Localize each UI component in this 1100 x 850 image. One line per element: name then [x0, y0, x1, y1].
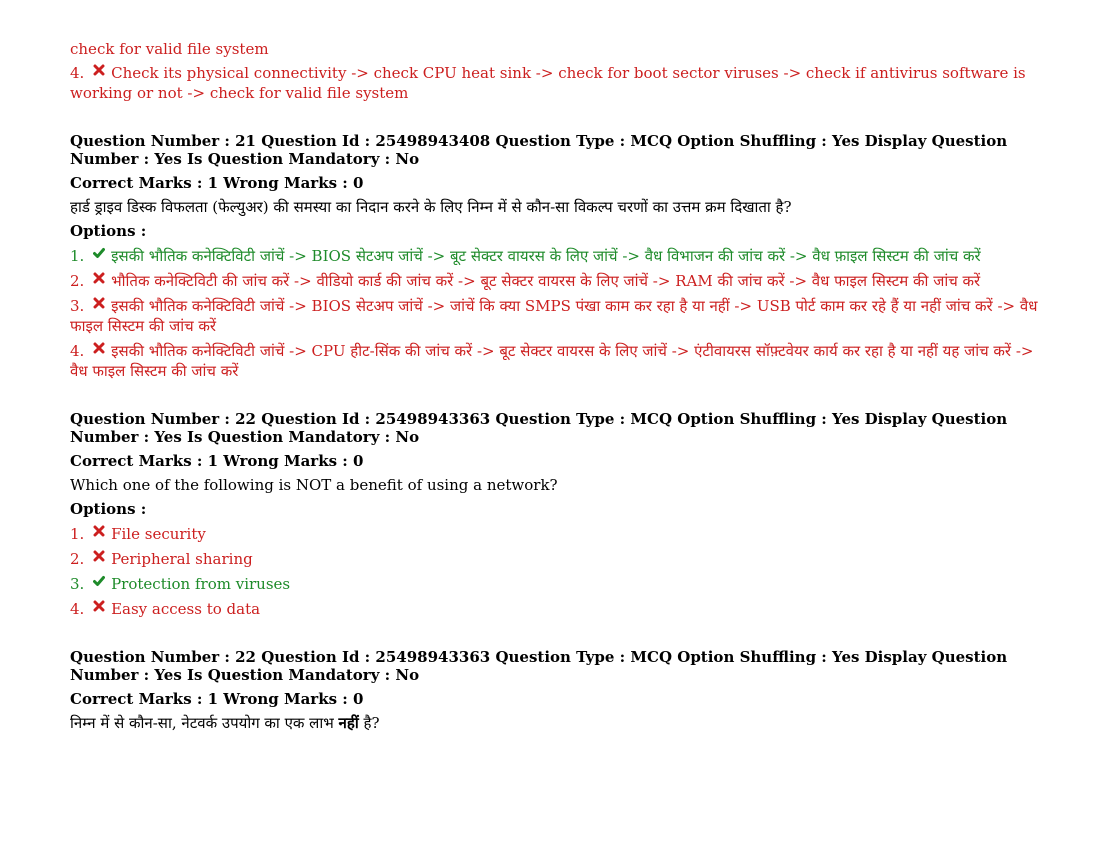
question-header: Question Number : 22 Question Id : 25498943363 Question Type : MCQ Option Shuffling : Yes Display Question Number : Yes Is Question Mandatory : No: [70, 648, 1008, 684]
cross-mark-icon: [93, 297, 105, 309]
option-number: 4.: [70, 342, 85, 360]
option-number: 4.: [70, 64, 85, 82]
option-item: [70, 296, 1050, 336]
option-text: इसकी भौतिक कनेक्टिविटी जांचें -> BIOS सेटअप जांचें -> जांचें कि क्या SMPS पंखा काम कर रहा है या नहीं -> USB पोर्ट काम कर रहे हैं या नहीं जांच करें -> वैध फाइल सिस्टम की जांच करें: [70, 297, 1038, 335]
option-item: [70, 246, 1050, 266]
question-text-part: है?: [358, 714, 380, 732]
question-text: Which one of the following is NOT a benefit of using a network?: [70, 476, 558, 494]
page-content: [70, 39, 1050, 733]
question-header: Question Number : 21 Question Id : 25498943408 Question Type : MCQ Option Shuffling : Yes Display Question Number : Yes Is Question Mandatory : No: [70, 132, 1008, 168]
question-text-part: निम्न में से कौन-सा, नेटवर्क उपयोग का एक लाभ: [70, 714, 339, 732]
continuation-text: check for valid file system: [70, 40, 269, 58]
options-label: Options :: [70, 222, 147, 240]
cross-mark-icon: [93, 525, 105, 537]
option-text: Check its physical connectivity -> check CPU heat sink -> check for boot sector viruses -> check if antivirus software is working or not -> check for valid file system: [70, 64, 1026, 102]
option-text: File security: [111, 525, 206, 543]
option-text: इसकी भौतिक कनेक्टिविटी जांचें -> BIOS सेटअप जांचें -> बूट सेक्टर वायरस के लिए जांचें -> वैध विभाजन की जांच करें -> वैध फ़ाइल सिस्टम की जांच करें: [111, 247, 981, 265]
option-number: 4.: [70, 600, 85, 618]
cross-mark-icon: [93, 342, 105, 354]
question-header: Question Number : 22 Question Id : 25498943363 Question Type : MCQ Option Shuffling : Yes Display Question Number : Yes Is Question Mandatory : No: [70, 410, 1008, 446]
option-item: [70, 599, 1050, 619]
cross-mark-icon: [93, 272, 105, 284]
option-number: 3.: [70, 575, 85, 593]
check-mark-icon: [93, 575, 105, 587]
question-block-21: [70, 132, 1050, 381]
continuation-option-4: [70, 63, 1050, 103]
question-marks: Correct Marks : 1 Wrong Marks : 0: [70, 452, 364, 470]
option-text: इसकी भौतिक कनेक्टिविटी जांचें -> CPU हीट-सिंक की जांच करें -> बूट सेक्टर वायरस के लिए जांचें -> एंटीवायरस सॉफ़्टवेयर कार्य कर रहा है या नहीं यह जांच करें -> वैध फाइल सिस्टम की जांच करें: [70, 342, 1034, 380]
question-block-22-hindi: [70, 648, 1050, 733]
question-text: [70, 713, 1050, 733]
option-number: 1.: [70, 247, 85, 265]
option-text: Peripheral sharing: [111, 550, 253, 568]
option-number: 2.: [70, 272, 85, 290]
option-text: Protection from viruses: [111, 575, 291, 593]
option-item: [70, 341, 1050, 381]
cross-mark-icon: [93, 600, 105, 612]
question-marks: Correct Marks : 1 Wrong Marks : 0: [70, 174, 364, 192]
check-mark-icon: [93, 247, 105, 259]
option-text: भौतिक कनेक्टिविटी की जांच करें -> वीडियो कार्ड की जांच करें -> बूट सेक्टर वायरस के लिए जांचें -> RAM की जांच करें -> वैध फाइल सिस्टम की जांच करें: [111, 272, 981, 290]
question-block-22-english: [70, 410, 1050, 619]
question-marks: Correct Marks : 1 Wrong Marks : 0: [70, 690, 364, 708]
question-text-emphasis: नहीं: [338, 714, 359, 732]
cross-mark-icon: [93, 64, 105, 76]
option-text: Easy access to data: [111, 600, 261, 618]
option-item: [70, 271, 1050, 291]
option-item: [70, 549, 1050, 569]
cross-mark-icon: [93, 550, 105, 562]
option-item: [70, 524, 1050, 544]
option-number: 3.: [70, 297, 85, 315]
question-text: हार्ड ड्राइव डिस्क विफलता (फेल्युअर) की समस्या का निदान करने के लिए निम्न में से कौन-सा विकल्प चरणों का उत्तम क्रम दिखाता है?: [70, 198, 792, 216]
option-number: 2.: [70, 550, 85, 568]
option-item: [70, 574, 1050, 594]
options-label: Options :: [70, 500, 147, 518]
option-number: 1.: [70, 525, 85, 543]
